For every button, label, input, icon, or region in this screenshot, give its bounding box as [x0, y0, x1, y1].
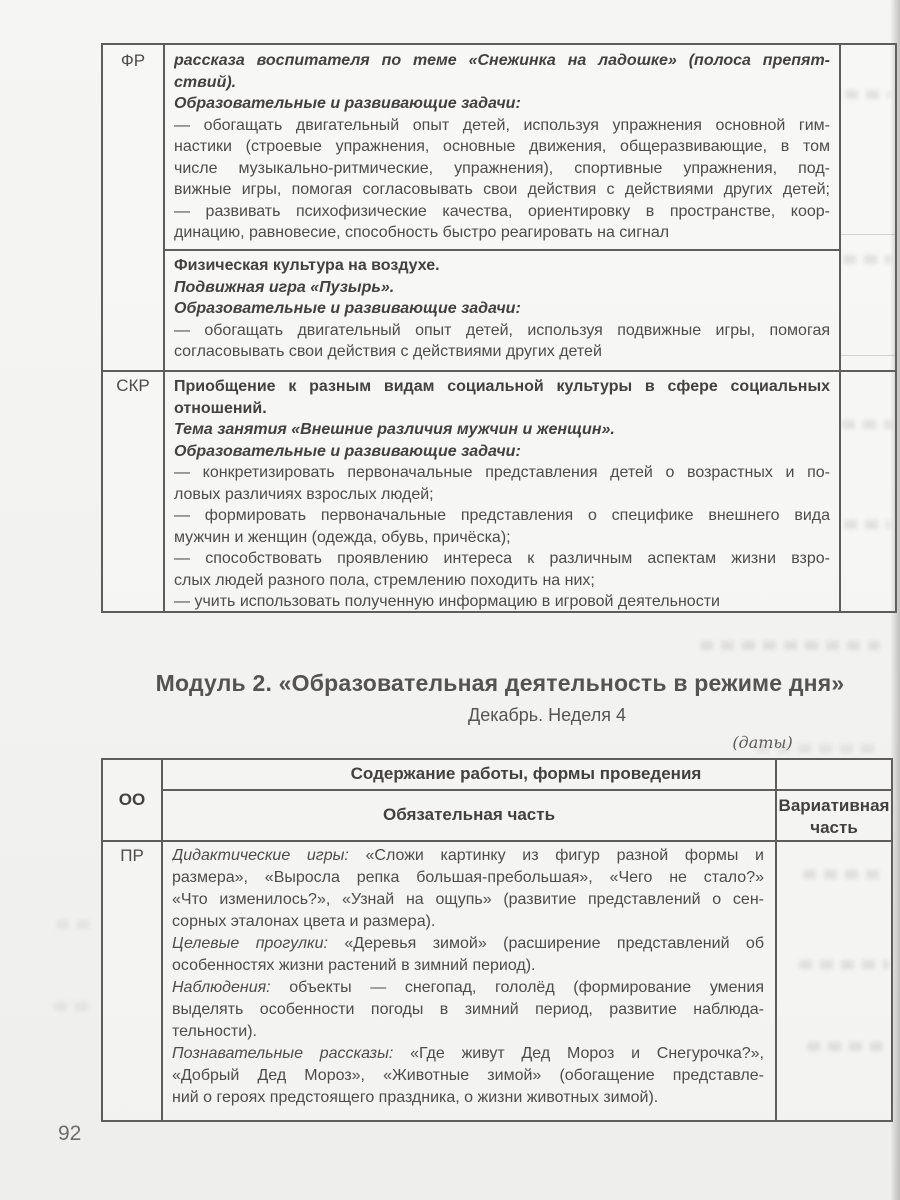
text-line: «Что изменилось?», «Узнай на ощупь» (развитие представлений о сен-	[172, 891, 764, 908]
bleed-through-text	[844, 520, 890, 529]
text-line: настики (строевые упражнения, основные движения, общеразвивающие, в том	[174, 138, 830, 155]
cell-skr-social-culture	[174, 376, 830, 613]
text-line: Подвижная игра «Пузырь».	[174, 278, 395, 296]
text-line: ний о героях предстоящего праздника, о жизни животных зимой).	[172, 1089, 659, 1106]
text-line: Образовательные и развивающие задачи:	[174, 300, 521, 317]
date-caption: (даты)	[732, 733, 793, 752]
table-column-divider	[163, 45, 165, 611]
text-line: — учить использовать полученную информацию в игровой деятельности	[174, 593, 720, 610]
text-line: — обогащать двигательный опыт детей, используя упражнения основной гим-	[174, 116, 830, 134]
bleed-through-rule	[841, 355, 895, 356]
text-line: Приобщение к разным видам социальной культуры в сфере социальных	[174, 378, 830, 395]
bleed-through-text	[843, 255, 891, 264]
bleed-through-text	[845, 90, 890, 99]
row-label-fr: ФР	[120, 51, 146, 70]
text-line: выделять особенности погоды в зимний период, развитие наблюда-	[172, 1001, 764, 1018]
text-line: сорных эталонах цвета и размера).	[172, 913, 436, 930]
cell-fr-outdoor-physical	[174, 255, 830, 363]
text-line: особенностях жизни растений в зимний период).	[172, 957, 536, 974]
header-oo: ОО	[118, 790, 146, 809]
bleed-through-text	[799, 960, 889, 969]
text-line: отношений.	[174, 399, 267, 417]
text-line: — формировать первоначальные представления о специфике внешнего вида	[174, 507, 830, 524]
text-line: «Добрый Дед Мороз», «Животные зимой» (обогащение представле-	[172, 1067, 764, 1084]
top-schedule-table	[101, 43, 897, 613]
bleed-through-text	[54, 1002, 96, 1011]
text-line: Целевые прогулки: «Деревья зимой» (расширение представлений об	[172, 935, 764, 952]
text-line: ловых различиях взрослых людей;	[174, 485, 434, 503]
row-label-pr: ПР	[120, 846, 144, 865]
text-line: размера», «Выросла репка большая-пребольшая», «Чего не стало?»	[172, 869, 764, 886]
text-line: согласовывать свои действия с действиями других детей	[174, 343, 602, 360]
header-content-forms: Содержание работы, формы проведения	[350, 764, 702, 783]
bleed-through-text	[56, 920, 96, 929]
text-line: мужчин и женщин (одежда, обувь, причёска);	[174, 528, 511, 546]
header-variative-part: Вариативная часть	[778, 796, 890, 837]
text-line: числе музыкально-ритмические, упражнения), спортивные упражнения, под-	[174, 159, 830, 177]
bleed-through-text	[700, 641, 880, 650]
text-line: динацию, равновесие, способность быстро реагировать на сигнал	[174, 224, 670, 241]
text-line: — конкретизировать первоначальные представления детей о возрастных и по-	[174, 464, 830, 481]
module-title: Модуль 2. «Образовательная деятельность в режиме дня»	[155, 670, 845, 696]
bottom-schedule-table	[101, 758, 893, 1122]
table-header-divider	[161, 789, 891, 791]
bleed-through-text	[803, 870, 885, 879]
text-line: Познавательные рассказы: «Где живут Дед Мороз и Снегурочка?»,	[172, 1045, 764, 1062]
cell-pr-cognitive-development	[172, 845, 764, 1109]
bleed-through-text	[807, 1042, 885, 1051]
table-header-divider	[103, 840, 891, 842]
text-line: ствий).	[174, 73, 237, 91]
text-line: рассказа воспитателя по теме «Снежинка на ладошке» (полоса препят-	[174, 52, 830, 69]
module-subtitle: Декабрь. Неделя 4	[468, 705, 626, 725]
row-label-skr: СКР	[116, 376, 150, 395]
text-line: вижные игры, помогая согласовывать свои действия с действиями других детей;	[174, 181, 830, 198]
cell-fr-physical-lesson	[174, 50, 830, 244]
text-line: слых людей разного пола, стремлению походить на них;	[174, 571, 595, 589]
text-line: Физическая культура на воздухе.	[174, 257, 440, 274]
page-number: 92	[58, 1122, 82, 1145]
header-mandatory-part: Обязательная часть	[382, 805, 556, 824]
table-column-divider	[839, 45, 841, 611]
table-row-divider	[163, 249, 841, 251]
text-line: — развивать психофизические качества, ориентировку в пространстве, коор-	[174, 202, 830, 220]
text-line: Дидактические игры: «Сложи картинку из фигур разной формы и	[172, 847, 764, 864]
date-blank-line	[632, 729, 893, 731]
text-line: Образовательные и развивающие задачи:	[174, 95, 521, 112]
text-line: тельности).	[172, 1023, 257, 1040]
text-line: — обогащать двигательный опыт детей, используя подвижные игры, помогая	[174, 321, 830, 339]
text-line: Тема занятия «Внешние различия мужчин и женщин».	[174, 421, 615, 438]
text-line: Образовательные и развивающие задачи:	[174, 442, 521, 460]
text-line: — способствовать проявлению интереса к различным аспектам жизни взро-	[174, 550, 830, 567]
bleed-through-text	[842, 420, 892, 429]
text-line: Наблюдения: объекты — снегопад, гололёд (формирование умения	[172, 979, 764, 996]
table-row-divider	[103, 370, 895, 372]
bleed-through-text	[756, 744, 881, 753]
page-edge-shadow	[890, 0, 900, 1200]
bleed-through-rule	[841, 234, 895, 235]
